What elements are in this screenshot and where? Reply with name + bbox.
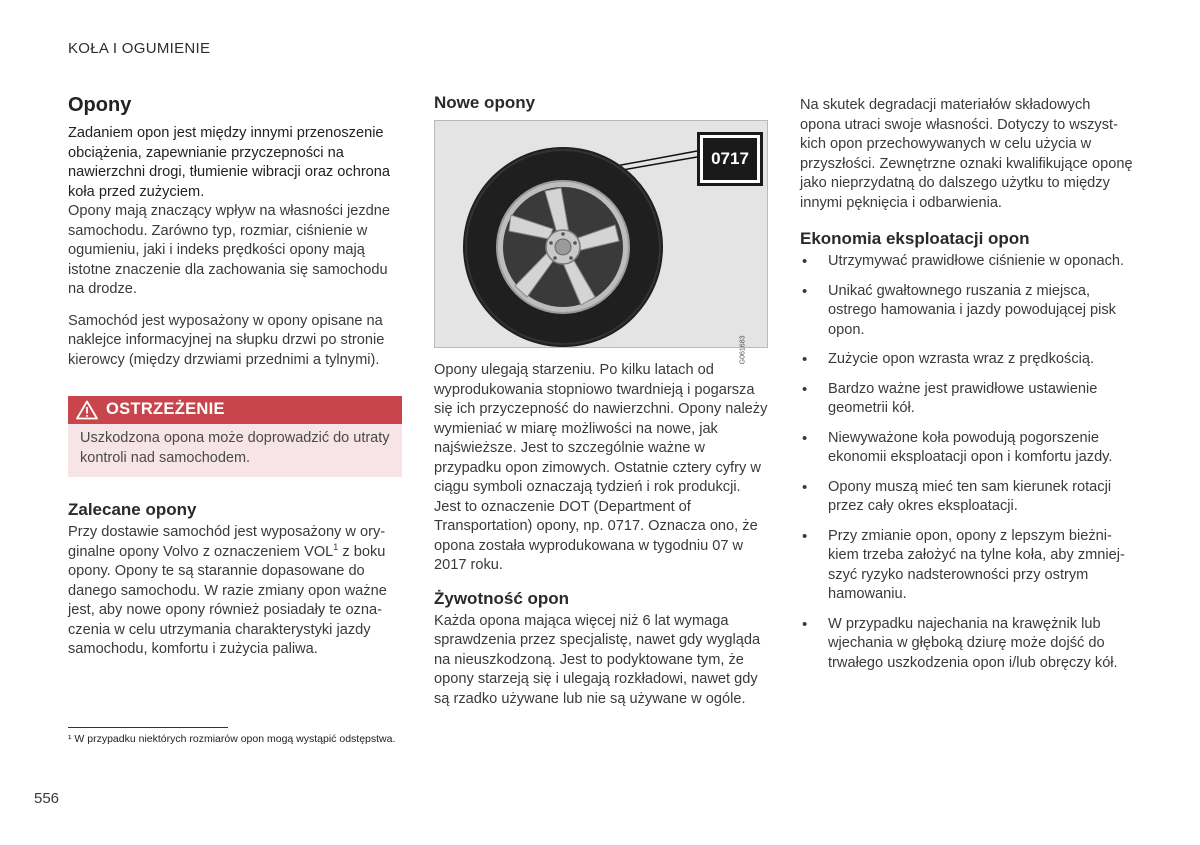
column-left	[68, 92, 402, 660]
recommended-tires-title: Zalecane opony	[68, 500, 197, 519]
column-right	[800, 96, 1135, 683]
bullet-icon: •	[802, 351, 808, 368]
list-item: • Unikać gwałtownego ruszania z miejsca, ostrego hamowania i jazdy powodującej pisk opon.	[802, 282, 1116, 338]
bullet-icon: •	[802, 429, 808, 447]
list-item: • Utrzymywać prawidłowe ciśnienie w oponach.	[802, 253, 1125, 270]
list-item: • Niewyważone koła powodują pogorszenie ekonomii eksploatacji opon i komfortu jazdy.	[802, 429, 1113, 465]
recommended-tires-text	[68, 523, 402, 660]
bullet-icon: •	[802, 527, 808, 545]
footnote: ¹ W przypadku niektórych rozmiarów opon mogą wystąpić odstępstwa.	[68, 733, 396, 745]
economy-list	[800, 252, 1135, 673]
bullet-icon: •	[802, 380, 808, 398]
dot-code: 0717	[703, 138, 757, 180]
list-item: • W przypadku najechania na krawężnik lub wjechania w głęboką dziurę może dojść do trwałego uszkodzenia opon i/lub obręczy kół.	[802, 615, 1118, 671]
warning-triangle-icon	[76, 400, 98, 420]
section-header: KOŁA I OGUMIENIE	[68, 40, 211, 57]
bullet-icon: •	[802, 478, 808, 496]
tire-aging-text: Opony ulegają starzeniu. Po kilku latach od wyprodukowania stopniowo twardnieją i pogarsza się ich przyczepność do nawierzchni. Opony należy wymieniać w miarę możliwości na nowe, jak najświeższe. Jest to szczególnie ważne w przypadku opon zimowych. Ostatnie cztery cyfry w ciągu symboli oznaczają tydzień i rok produkcji. Jest to oznaczenie DOT (Department of Transportation) opony, np. 0717. Oznacza ono, że opona została wyprodukowana w tygodniu 07 w 2017 roku.	[434, 362, 768, 573]
tire-economy-title: Ekonomia eksploatacji opon	[800, 229, 1030, 248]
bullet-icon: •	[802, 615, 808, 633]
dot-code-callout	[697, 132, 763, 186]
recommended-text-a: Przy dostawie samochód jest wyposażony w ory-ginalne opony Volvo z oznaczeniem VOL	[68, 524, 386, 560]
figure-id: G061683	[739, 335, 747, 364]
bullet-icon: •	[802, 253, 808, 270]
tire-lifetime-text: Każda opona mająca więcej niż 6 lat wymaga sprawdzenia przez specjalistę, nawet gdy wygląda na nieuszkodzoną. Jest to podyktowane tym, że opony starzeją się i ulegają rozkładowi, nawet gdy są rzadko używane lub nie są używane w ogóle.	[434, 612, 761, 707]
list-item: • Przy zmianie opon, opony z lepszym bieżni-kiem trzeba założyć na tylne koła, aby zmniej-szyć ryzyko nadsterowności przy ostrym hamowaniu.	[802, 527, 1125, 602]
tires-lead: Zadaniem opon jest między innymi przenoszenie obciążenia, zapewnianie przyczepności na nawierzchni drogi, tłumienie wibracji oraz ochrona koła przed zużyciem.	[68, 125, 391, 200]
list-item: • Bardzo ważne jest prawidłowe ustawienie geometrii kół.	[802, 380, 1098, 416]
list-item: • Zużycie opon wzrasta wraz z prędkością.	[802, 351, 1095, 368]
column-middle	[434, 92, 768, 709]
recommended-text-b: z boku opony. Opony te są starannie dopasowane do danego samochodu. W razie zmiany opon ważne jest, aby nowe opony również posiadały te ozna-czenia w celu utrzymania charakterystyki jazdy samochodu, komfortu i zużycia paliwa.	[68, 543, 387, 657]
warning-title: OSTRZEŻENIE	[106, 400, 225, 419]
bullet-icon: •	[802, 282, 808, 300]
tires-para-1: Opony mają znaczący wpływ na własności jezdne samochodu. Zarówno typ, rozmiar, ciśnienie w ogumieniu, jaki i indeks prędkości opony mają istotne znaczenie dla zachowania się samochodu na drodze.	[68, 203, 391, 297]
warning-text: Uszkodzona opona może doprowadzić do utraty kontroli nad samochodem.	[68, 424, 402, 477]
tire-illustration	[434, 120, 768, 364]
warning-header	[68, 396, 402, 424]
list-item: • Opony muszą mieć ten sam kierunek rotacji przez cały okres eksploatacji.	[802, 478, 1112, 514]
degradation-text: Na skutek degradacji materiałów składowych opona utraci swoje własności. Dotyczy to wszyst-kich opon przechowywanych w celu użycia w przyszłości. Zewnętrzne oznaki kwalifikujące oponę jako nieprzydatną do dalszego użytku to między innymi pęknięcia i odbarwienia.	[800, 97, 1133, 211]
footnote-divider	[68, 727, 228, 728]
tire-lifetime-title: Żywotność opon	[434, 588, 570, 608]
tires-para-2: Samochód jest wyposażony w opony opisane na naklejce informacyjnej na słupku drzwi po stronie kierowcy (między drzwiami przednimi a tylnymi).	[68, 312, 385, 368]
new-tires-title: Nowe opony	[434, 93, 536, 112]
footnote-ref: 1	[333, 541, 339, 552]
tires-title: Opony	[68, 94, 132, 116]
page-number: 556	[34, 790, 60, 807]
